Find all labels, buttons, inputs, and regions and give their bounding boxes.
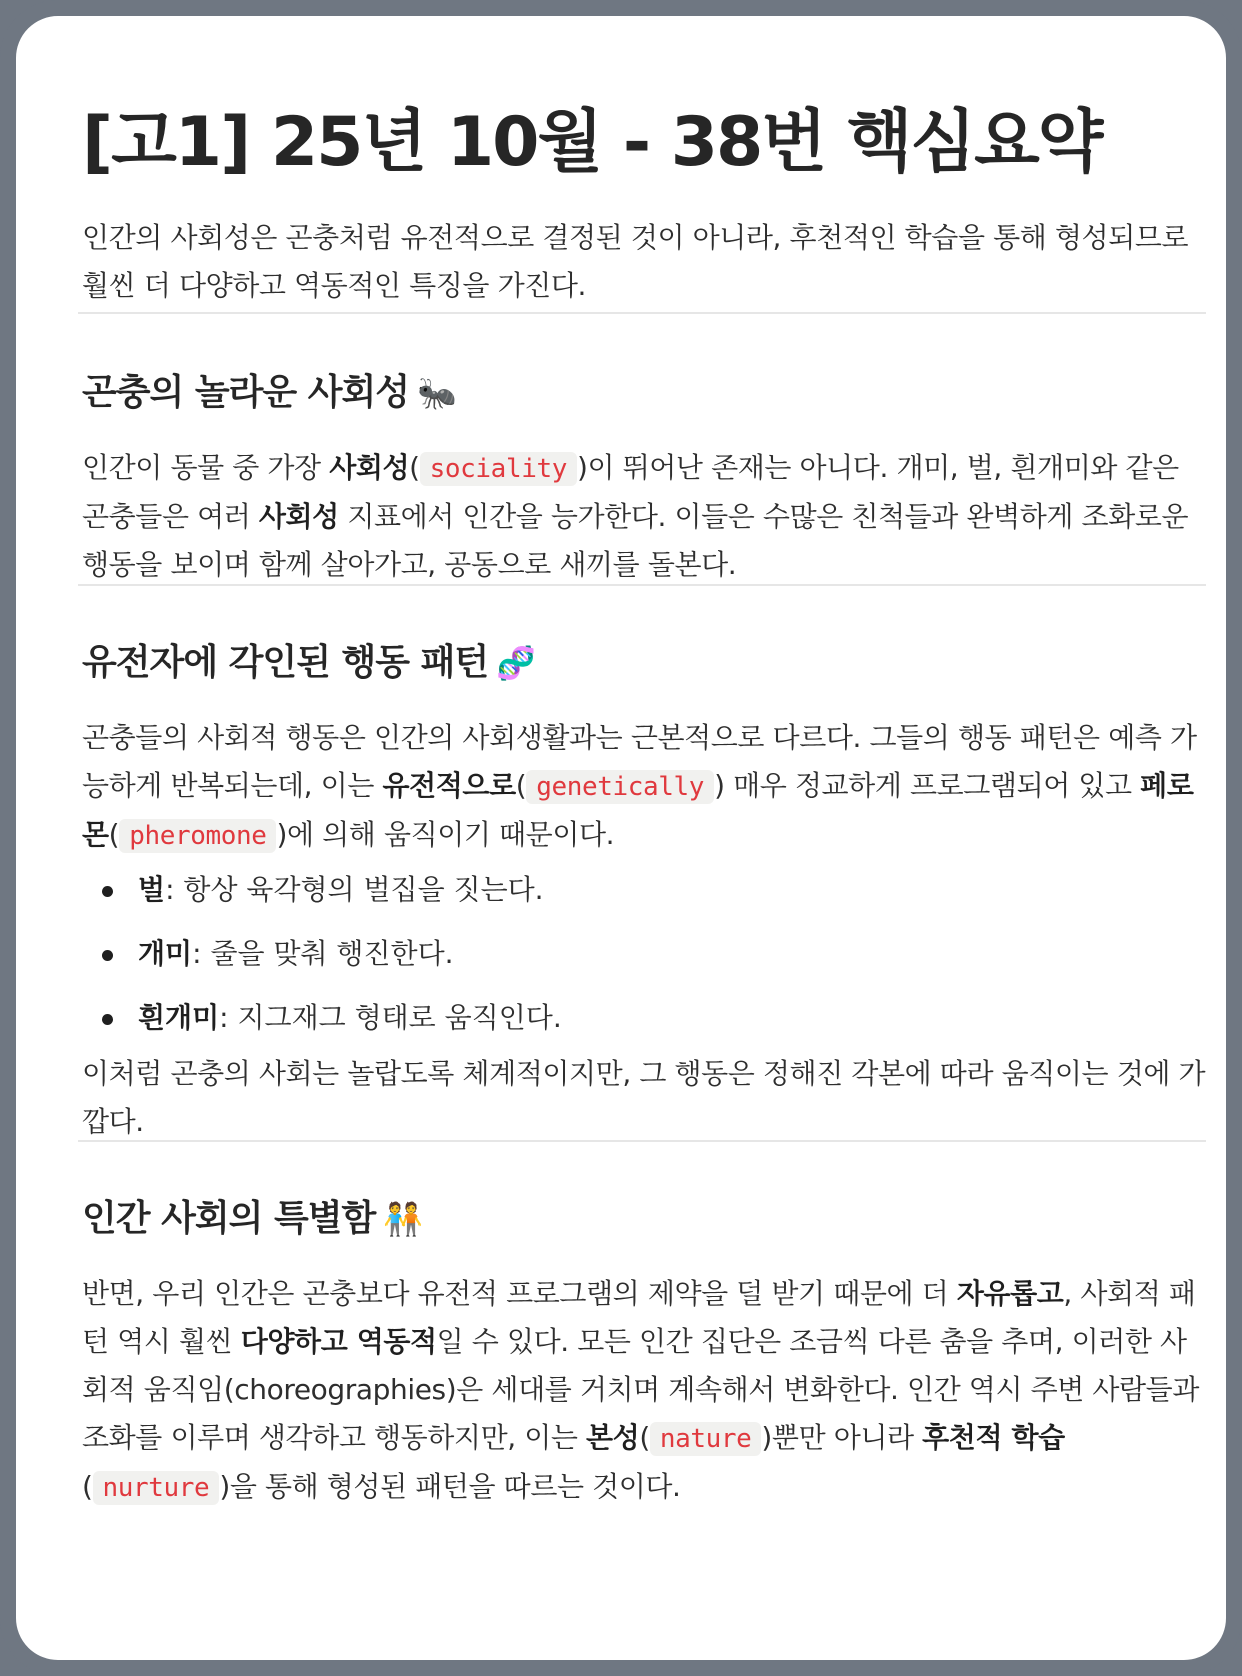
ant-icon: 🐜: [417, 374, 456, 412]
bold-term: 자유롭고: [956, 1277, 1064, 1310]
bold-term: 후천적 학습: [922, 1421, 1065, 1454]
section-heading-insects: [82, 364, 456, 415]
list-item: [82, 922, 1182, 986]
section-paragraph-insects: [82, 444, 1212, 589]
bold-term: 페로몬: [82, 769, 1194, 851]
section-heading-humans: [82, 1190, 422, 1241]
inline-code: nurture: [93, 1471, 220, 1505]
text: )이 뛰어난 존재는 아니다. 개미, 벌, 흰개미와 같은 곤충들은 여러: [82, 451, 1179, 533]
divider: [78, 1140, 1206, 1142]
text: 일 수 있다. 모든 인간 집단은 조금씩 다른 춤을 추며, 이러한 사회적 움직임(choreographies)은 세대를 거치며 계속해서 변화한다. 인간 역시 주변 사람들과 조화를 이루며 생각하고 행동하지만, 이는: [82, 1325, 1199, 1454]
section-paragraph-humans: [82, 1270, 1212, 1512]
inline-code: sociality: [420, 452, 577, 486]
section-paragraph-genes: [82, 714, 1212, 860]
section-heading-text: 유전자에 각인된 행동 패턴: [82, 642, 489, 683]
text: : 항상 육각형의 벌집을 짓는다.: [165, 873, 544, 906]
text: )을 통해 형성된 패턴을 따르는 것이다.: [219, 1470, 681, 1503]
text: 반면, 우리 인간은 곤충보다 유전적 프로그램의 제약을 덜 받기 때문에 더: [82, 1277, 957, 1310]
section-heading-text: 곤충의 놀라운 사회성: [82, 372, 410, 413]
insect-behavior-list: [82, 858, 1182, 1050]
divider: [78, 312, 1206, 314]
text: (: [82, 1470, 93, 1503]
intro-paragraph: 인간의 사회성은 곤충처럼 유전적으로 결정된 것이 아니라, 후천적인 학습을 통해 형성되므로 훨씬 더 다양하고 역동적인 특징을 가진다.: [82, 221, 1189, 302]
text: 곤충들의 사회적 행동은 인간의 사회생활과는 근본적으로 다르다. 그들의 행동 패턴은 예측 가능하게 반복되는데, 이는: [82, 721, 1197, 802]
section-closing-genes: 이처럼 곤충의 사회는 놀랍도록 체계적이지만, 그 행동은 정해진 각본에 따라 움직이는 것에 가깝다.: [82, 1057, 1206, 1138]
list-item: [82, 858, 1182, 922]
bold-term: 개미: [138, 937, 193, 970]
text: 인간이 동물 중 가장: [82, 451, 330, 484]
text: : 줄을 맞춰 행진한다.: [192, 937, 454, 970]
text: (: [409, 451, 420, 484]
text: , 사회적 패턴 역시 훨씬: [82, 1277, 1196, 1358]
bold-term: 벌: [138, 873, 166, 906]
bold-term: 사회성: [258, 500, 339, 533]
bold-term: 다양하고 역동적: [240, 1325, 437, 1358]
text: (: [639, 1421, 650, 1454]
dna-icon: 🧬: [496, 644, 535, 682]
text: )에 의해 움직이기 때문이다.: [276, 818, 615, 851]
text: (: [108, 818, 120, 851]
section-heading-text: 인간 사회의 특별함: [82, 1198, 376, 1239]
inline-code: nature: [650, 1422, 762, 1456]
text: : 지그재그 형태로 움직인다.: [219, 1001, 562, 1034]
bold-term: 본성: [586, 1421, 640, 1454]
bold-term: 유전적으로: [382, 769, 516, 802]
people-holding-hands-icon: 🧑‍🤝‍🧑: [383, 1200, 423, 1238]
list-item: [82, 986, 1182, 1050]
inline-code: pheromone: [119, 819, 276, 853]
section-heading-genes: [82, 634, 535, 685]
page-title: [고1] 25년 10월 - 38번 핵심요약: [82, 103, 1102, 182]
inline-code: genetically: [526, 770, 714, 804]
bold-term: 흰개미: [138, 1001, 220, 1034]
text: )뿐만 아니라: [761, 1421, 923, 1454]
text: ) 매우 정교하게 프로그램되어 있고: [714, 769, 1141, 802]
text: (: [515, 769, 527, 802]
divider: [78, 584, 1206, 586]
bold-term: 사회성: [329, 451, 410, 484]
text: 지표에서 인간을 능가한다. 이들은 수많은 친척들과 완벽하게 조화로운 행동을 보이며 함께 살아가고, 공동으로 새끼를 돌본다.: [82, 500, 1189, 581]
